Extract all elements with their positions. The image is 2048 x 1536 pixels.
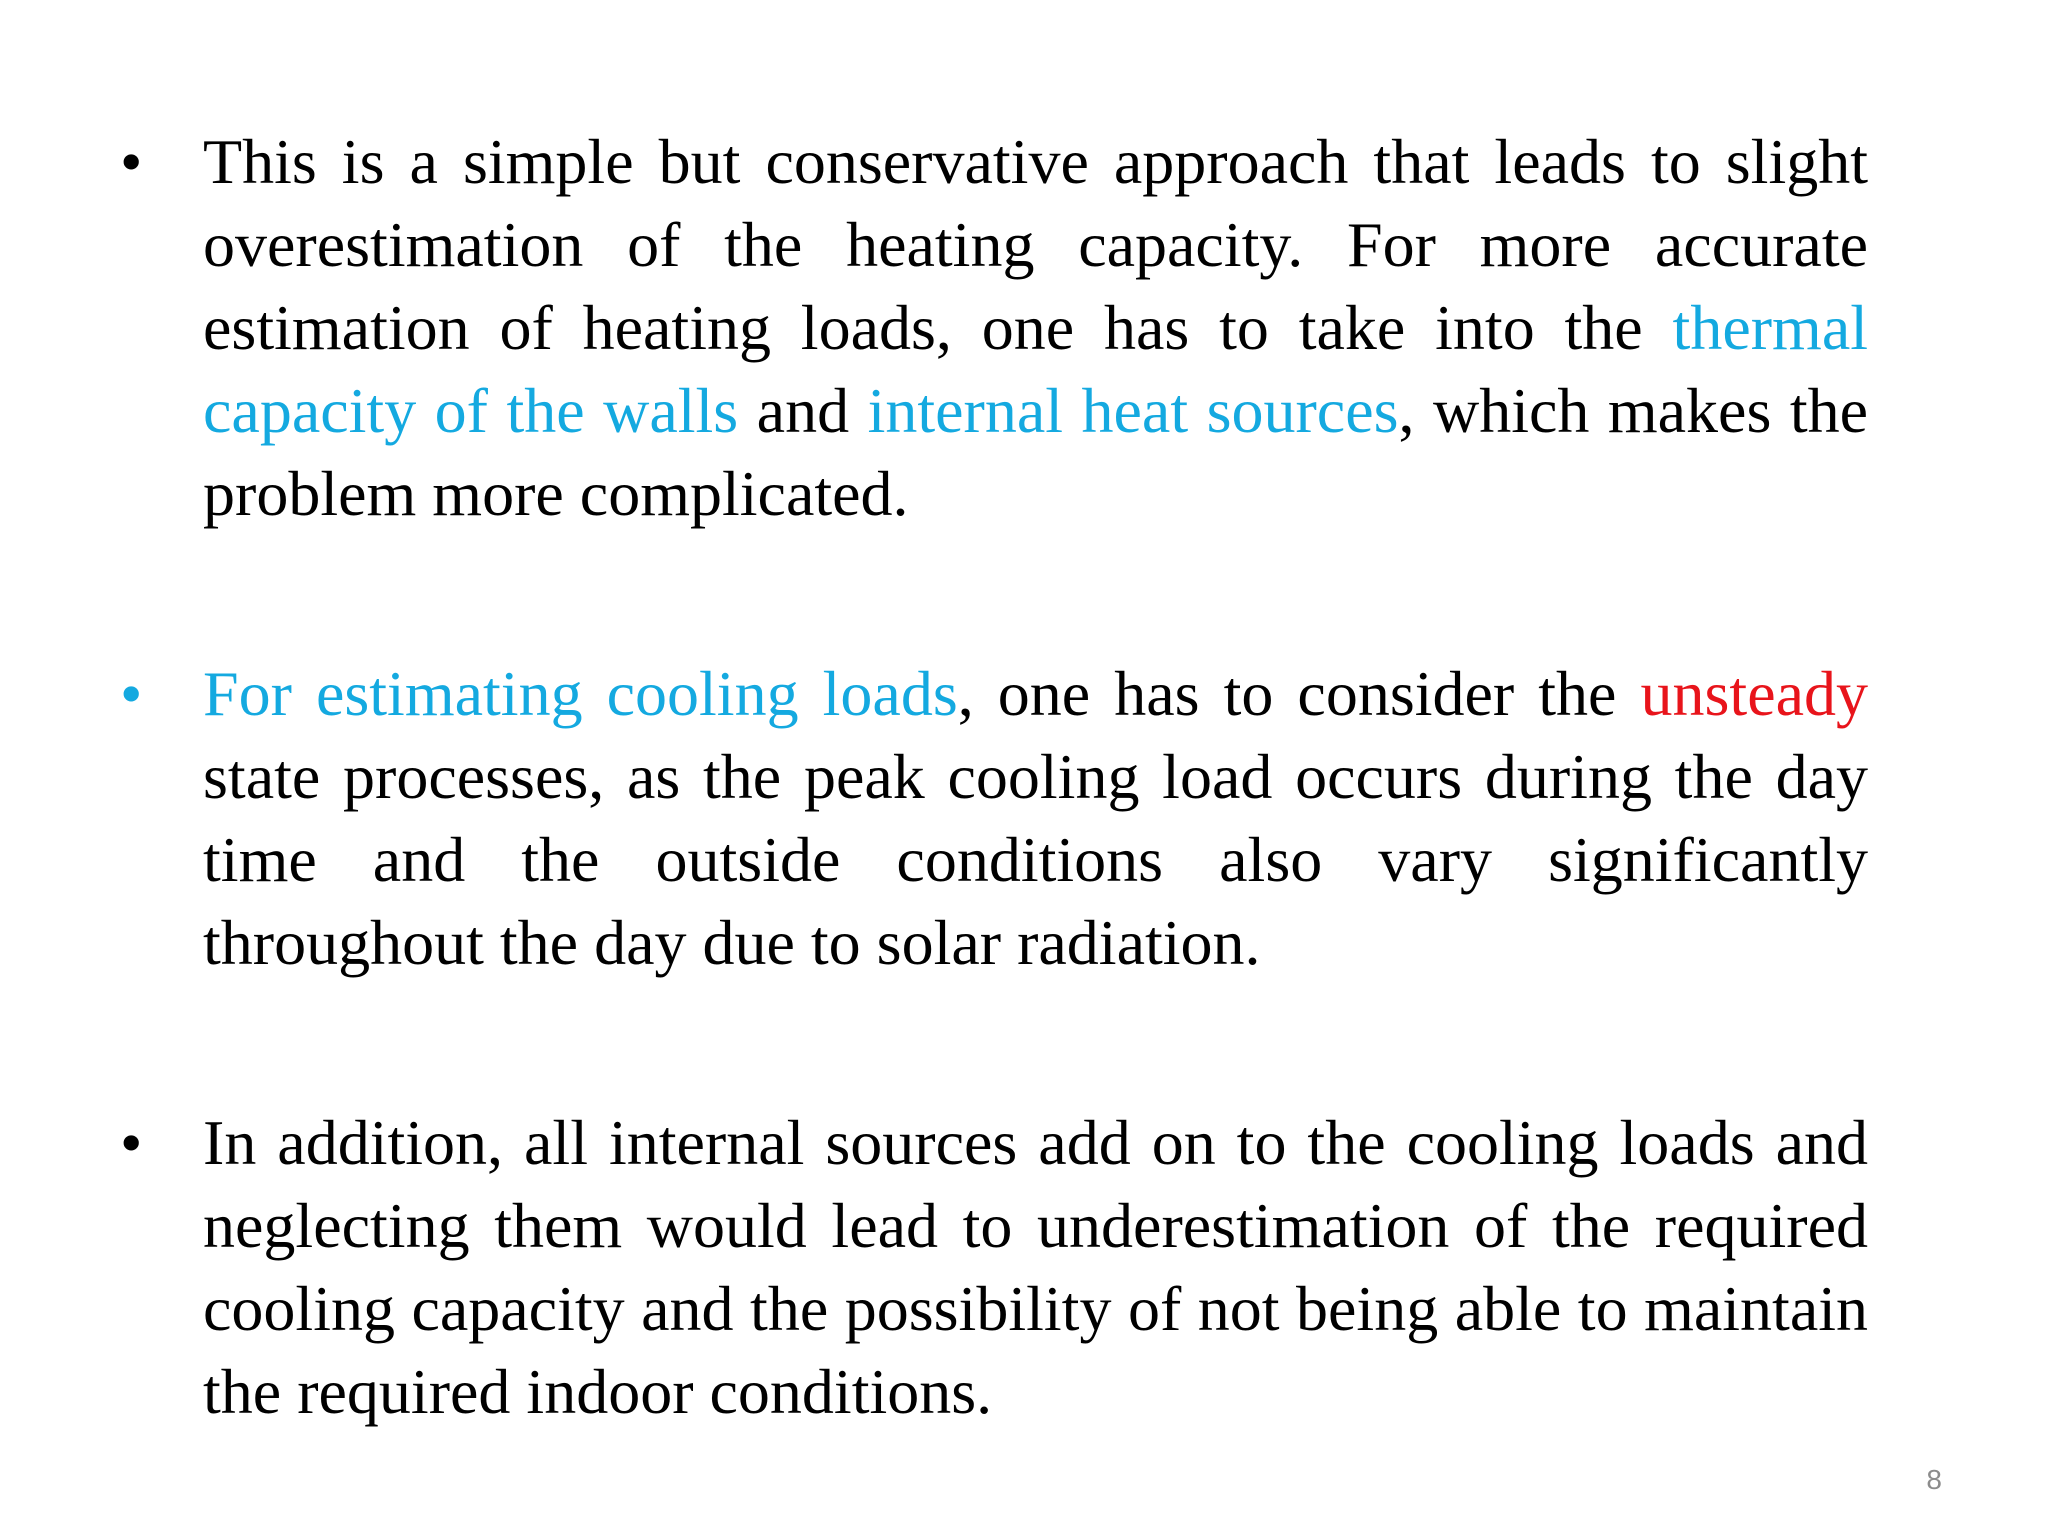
bullet-list: [118, 120, 1868, 1433]
text-segment: In addition, all internal sources add on to the cooling loads and neglecting them would lead to underestimation of the required cooling capacity and the possibility of not being able to maintain the required indoor conditions.: [203, 1107, 1868, 1427]
bullet-text: [203, 120, 1868, 535]
highlight-thermal-capacity: thermal capacity of the walls: [203, 292, 1868, 446]
bullet-text: [203, 1101, 1868, 1433]
highlight-estimating-cooling-loads: For estimating cooling loads: [203, 658, 958, 729]
text-segment: , which makes the problem more complicated.: [203, 375, 1869, 529]
text-segment: state processes, as the peak cooling load occurs during the day time and the outside conditions also vary significantly throughout the day due to solar radiation.: [203, 741, 1868, 978]
text-segment: and: [738, 375, 868, 446]
bullet-item-2: [118, 652, 1868, 984]
bullet-marker-icon: •: [120, 1107, 143, 1178]
bullet-item-3: [118, 1101, 1868, 1433]
text-segment: This is a simple but conservative approach that leads to slight overestimation of the heating capacity. For more accurate estimation of heating loads, one has to take into the: [203, 126, 1868, 363]
bullet-marker-icon: •: [120, 126, 143, 197]
highlight-internal-heat-sources: internal heat sources: [867, 375, 1399, 446]
page-number: 8: [1926, 1464, 1942, 1495]
text-segment: , one has to consider the: [957, 658, 1641, 729]
bullet-item-1: [118, 120, 1868, 535]
bullet-marker-icon: •: [120, 658, 143, 729]
bullet-text: [203, 652, 1868, 984]
highlight-unsteady: unsteady: [1640, 658, 1869, 729]
